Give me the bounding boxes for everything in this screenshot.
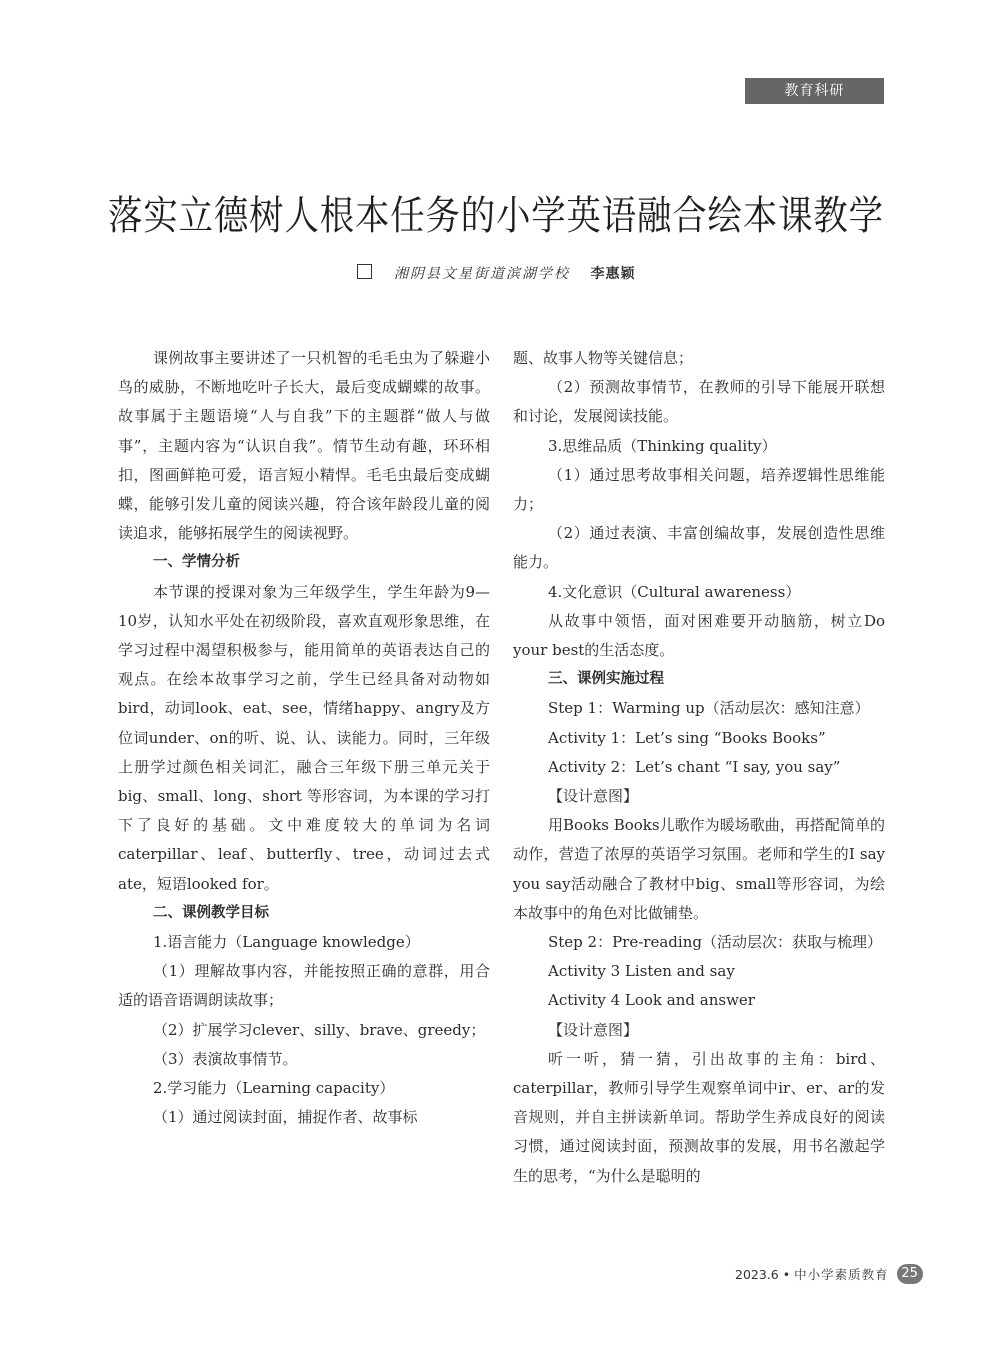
page-footer bbox=[735, 1263, 923, 1285]
paragraph: 【设计意图】 bbox=[548, 787, 639, 806]
right-column bbox=[513, 344, 885, 1191]
author-name: 李惠颖 bbox=[590, 266, 636, 282]
page-number: 25 bbox=[897, 1264, 923, 1284]
byline bbox=[0, 262, 992, 286]
paragraph: Activity 1：Let’s sing “Books Books” bbox=[548, 728, 826, 747]
paragraph: （2）扩展学习clever、silly、brave、greedy； bbox=[153, 1020, 486, 1039]
paragraph: （2）通过表演、丰富创编故事，发展创造性思维能力。 bbox=[513, 524, 885, 572]
article-title: 落实立德树人根本任务的小学英语融合绘本课教学 bbox=[108, 193, 884, 239]
subsection-heading: 3.思维品质（Thinking quality） bbox=[548, 436, 777, 455]
paragraph: Activity 2：Let’s chant “I say, you say” bbox=[548, 757, 841, 776]
subsection-heading: 4.文化意识（Cultural awareness） bbox=[548, 582, 801, 601]
issue-date: 2023.6 bbox=[735, 1266, 779, 1282]
paragraph: 从故事中领悟，面对困难要开动脑筋，树立Do your best的生活态度。 bbox=[513, 611, 885, 660]
paragraph: （1）理解故事内容，并能按照正确的意群，用合适的语音语调朗读故事； bbox=[118, 962, 490, 1010]
paragraph: Step 2：Pre-reading（活动层次：获取与梳理） bbox=[548, 933, 882, 952]
paragraph: 本节课的授课对象为三年级学生，学生年龄为9—10岁，认知水平处在初级阶段，喜欢直观形象思维，在学习过程中渴望积极参与，能用简单的英语表达自己的观点。在绘本故事学习之前，学生已经具备对动物如bird，动词look、eat、see，情绪happy、angry及方位词under、on的听、说、认、读能力。同时，三年级上册学过颜色相关词汇，融合三年级下册三单元关于big、small、long、short 等形容词，为本课的学习打下了良好的基础。文中难度较大的单词为名词caterpillar、leaf、butterfly、tree，动词过去式ate，短语looked for。 bbox=[118, 582, 490, 893]
paragraph: （2）预测故事情节，在教师的引导下能展开联想和讨论，发展阅读技能。 bbox=[513, 378, 885, 426]
paragraph: Step 1：Warming up（活动层次：感知注意） bbox=[548, 699, 870, 718]
paragraph: （1）通过阅读封面，捕捉作者、故事标 bbox=[153, 1108, 418, 1127]
square-icon bbox=[357, 264, 372, 279]
journal-name: 中小学素质教育 bbox=[794, 1267, 889, 1282]
paragraph: 听一听，猜一猜，引出故事的主角：bird、caterpillar，教师引导学生观察单词中ir、er、ar的发音规则，并自主拼读新单词。帮助学生养成良好的阅读习惯，通过阅读封面，预测故事的发展，用书名激起学生的思考，“为什么是聪明的 bbox=[513, 1049, 885, 1185]
paragraph: （1）通过思考故事相关问题，培养逻辑性思维能力； bbox=[513, 465, 885, 514]
paragraph: Activity 4 Look and answer bbox=[548, 991, 755, 1010]
paragraph: Activity 3 Listen and say bbox=[548, 962, 735, 981]
paragraph: （3）表演故事情节。 bbox=[153, 1049, 298, 1068]
subsection-heading: 1.语言能力（Language knowledge） bbox=[153, 933, 420, 952]
author-school: 湘阴县文星街道滨湖学校 bbox=[394, 266, 570, 282]
footer-separator: • bbox=[782, 1266, 791, 1282]
subsection-heading: 2.学习能力（Learning capacity） bbox=[153, 1079, 395, 1098]
paragraph: 题、故事人物等关键信息； bbox=[513, 349, 694, 367]
section-heading: 三、课例实施过程 bbox=[548, 671, 664, 688]
paragraph: 课例故事主要讲述了一只机智的毛毛虫为了躲避小鸟的威胁，不断地吃叶子长大，最后变成蝴蝶的故事。故事属于主题语境“人与自我”下的主题群“做人与做事”，主题内容为“认识自我”。情节生动有趣，环环相扣，图画鲜艳可爱，语言短小精悍。毛毛虫最后变成蝴蝶，能够引发儿童的阅读兴趣，符合该年龄段儿童的阅读追求，能够拓展学生的阅读视野。 bbox=[118, 349, 490, 543]
paragraph: 用Books Books儿歌作为暖场歌曲，再搭配简单的动作，营造了浓厚的英语学习氛围。老师和学生的I say you say活动融合了教材中big、small等形容词，为绘本故事中的角色对比做铺垫。 bbox=[513, 816, 885, 922]
section-heading: 一、学情分析 bbox=[153, 554, 240, 571]
paragraph: 【设计意图】 bbox=[548, 1020, 639, 1039]
section-tag: 教育科研 bbox=[745, 78, 884, 104]
section-heading: 二、课例教学目标 bbox=[153, 904, 269, 921]
left-column bbox=[118, 344, 490, 1132]
